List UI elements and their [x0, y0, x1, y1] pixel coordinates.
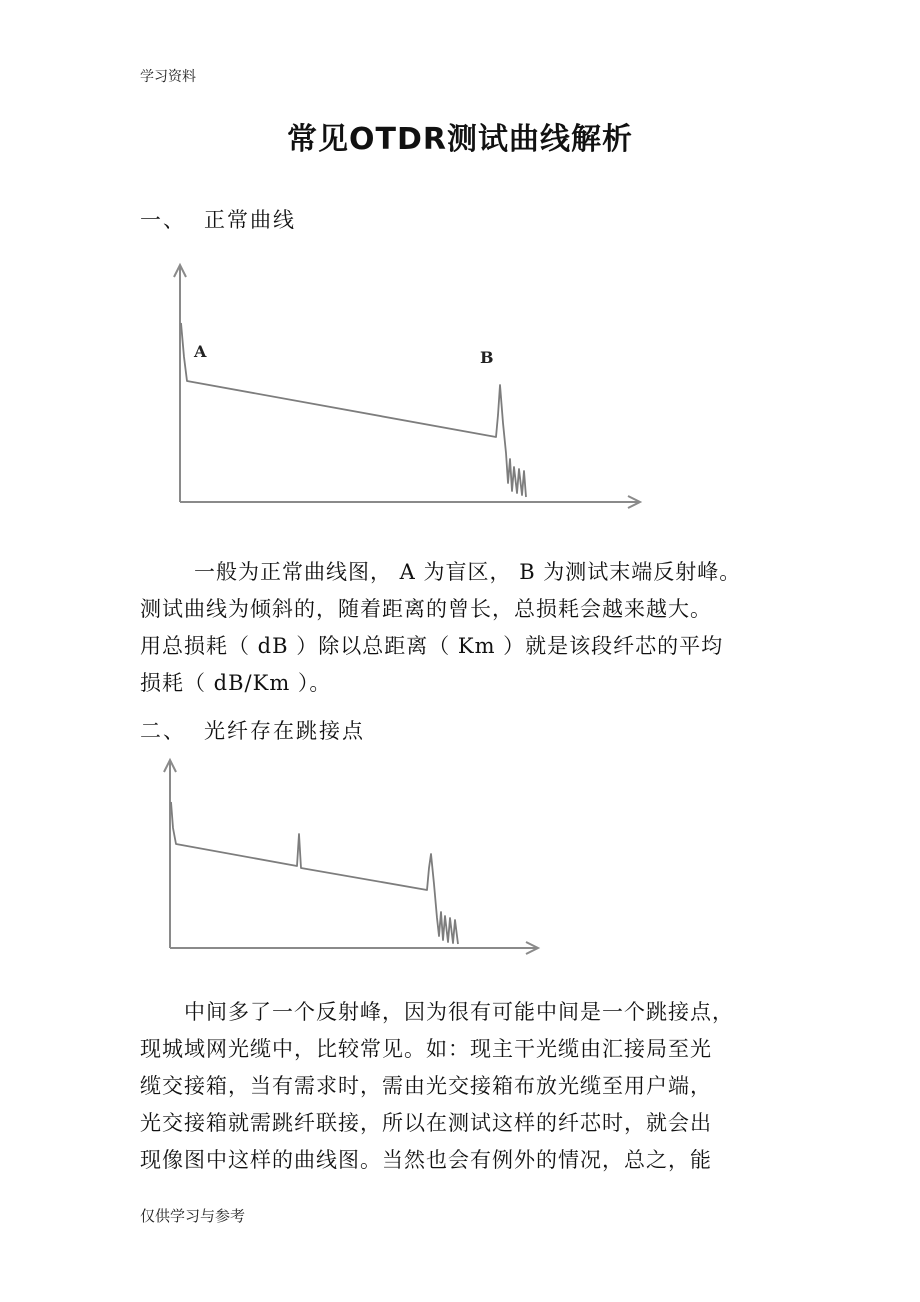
paragraph-line: 用总损耗（ dB ）除以总距离（ Km ）就是该段纤芯的平均 — [140, 634, 724, 658]
section-paragraph-2 — [140, 994, 820, 1179]
section-number: 一、 — [140, 208, 186, 232]
point-label-a: A — [194, 342, 207, 361]
y-axis — [164, 760, 176, 948]
paragraph-line: 现城域网光缆中，比较常见。如：现主干光缆由汇接局至光 — [140, 1037, 712, 1061]
point-label-b: B — [480, 348, 494, 367]
paragraph-line: 中间多了一个反射峰，因为很有可能中间是一个跳接点， — [184, 1000, 734, 1024]
paragraph-line: 一般为正常曲线图， A 为盲区， B 为测试末端反射峰。 — [194, 560, 742, 584]
otdr-trace — [171, 802, 458, 944]
paragraph-line: 缆交接箱，当有需求时，需由光交接箱布放光缆至用户端， — [140, 1074, 712, 1098]
y-axis — [174, 265, 186, 502]
section-title: 光纤存在跳接点 — [204, 719, 365, 743]
paragraph-line: 光交接箱就需跳纤联接，所以在测试这样的纤芯时，就会出 — [140, 1111, 712, 1135]
section-paragraph-1 — [140, 554, 820, 702]
otdr-figure-splice — [150, 750, 550, 960]
x-axis — [170, 942, 538, 954]
section-number: 二、 — [140, 719, 186, 743]
section-title: 正常曲线 — [204, 208, 296, 232]
page-title: 常见OTDR测试曲线解析 — [287, 122, 633, 157]
page-header: 学习资料 — [140, 69, 196, 85]
paragraph-line: 现像图中这样的曲线图。当然也会有例外的情况，总之，能 — [140, 1148, 712, 1172]
section-heading-1 — [140, 204, 296, 234]
page-footer: 仅供学习与参考 — [140, 1207, 246, 1225]
paragraph-line: 损耗（ dB/Km ）。 — [140, 671, 332, 695]
paragraph-line: 测试曲线为倾斜的，随着距离的曾长，总损耗会越来越大。 — [140, 597, 712, 621]
x-axis — [180, 496, 640, 508]
section-heading-2 — [140, 715, 365, 745]
otdr-figure-normal — [160, 255, 650, 520]
otdr-trace — [181, 323, 526, 497]
